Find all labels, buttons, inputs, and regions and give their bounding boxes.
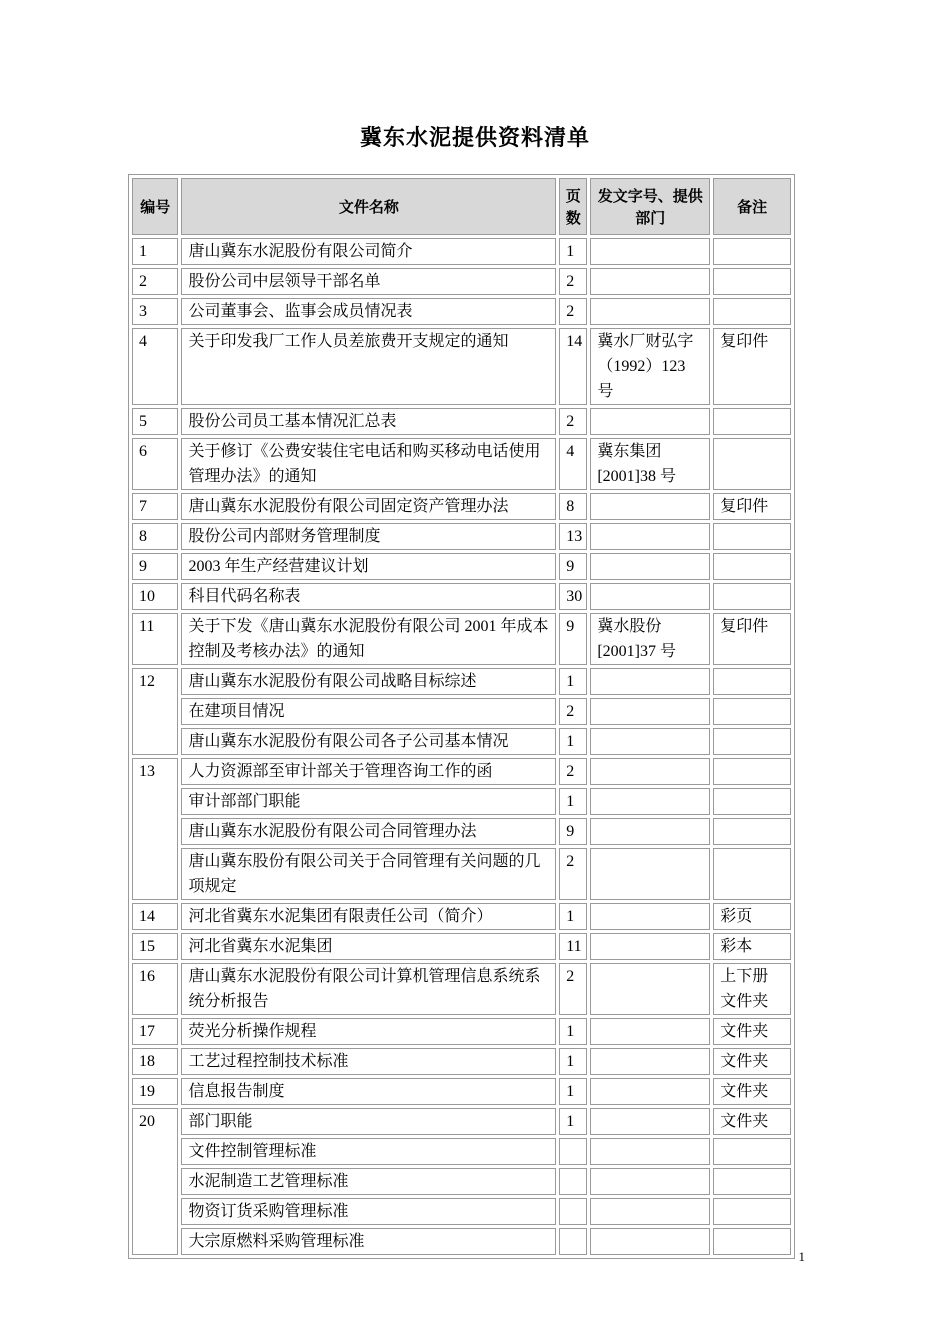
cell-note: [713, 438, 791, 490]
cell-ref: [590, 1138, 710, 1165]
table-body: [132, 238, 791, 1255]
header-ref: 发文字号、提供部门: [590, 178, 710, 235]
cell-name: 唐山冀东水泥股份有限公司计算机管理信息系统系统分析报告: [181, 963, 556, 1015]
cell-num: 12: [132, 668, 178, 755]
cell-name: 水泥制造工艺管理标准: [181, 1168, 556, 1195]
cell-note: 复印件: [713, 613, 791, 665]
cell-num: 5: [132, 408, 178, 435]
cell-name: 文件控制管理标准: [181, 1138, 556, 1165]
cell-pages: [559, 1138, 587, 1165]
cell-pages: 4: [559, 438, 587, 490]
table-row: [132, 903, 791, 930]
table-row: [132, 1138, 791, 1165]
cell-pages: 14: [559, 328, 587, 405]
cell-ref: [590, 1018, 710, 1045]
cell-ref: [590, 493, 710, 520]
table-row: [132, 523, 791, 550]
cell-name: 信息报告制度: [181, 1078, 556, 1105]
cell-pages: 11: [559, 933, 587, 960]
table-row: [132, 1018, 791, 1045]
cell-ref: [590, 408, 710, 435]
cell-name: 在建项目情况: [181, 698, 556, 725]
cell-ref: [590, 818, 710, 845]
table-row: [132, 933, 791, 960]
cell-ref: [590, 1048, 710, 1075]
cell-pages: 1: [559, 1078, 587, 1105]
cell-num: 6: [132, 438, 178, 490]
cell-pages: 1: [559, 668, 587, 695]
page-title: 冀东水泥提供资料清单: [359, 126, 590, 151]
cell-note: 复印件: [713, 328, 791, 405]
cell-num: 17: [132, 1018, 178, 1045]
table-row: [132, 668, 791, 695]
cell-pages: 30: [559, 583, 587, 610]
cell-name: 股份公司内部财务管理制度: [181, 523, 556, 550]
cell-note: [713, 583, 791, 610]
cell-pages: 1: [559, 1108, 587, 1135]
table-row: [132, 583, 791, 610]
cell-name: 唐山冀东水泥股份有限公司合同管理办法: [181, 818, 556, 845]
table-row: [132, 298, 791, 325]
cell-name: 大宗原燃料采购管理标准: [181, 1228, 556, 1255]
cell-num: 10: [132, 583, 178, 610]
cell-num: 3: [132, 298, 178, 325]
cell-name: 股份公司中层领导干部名单: [181, 268, 556, 295]
cell-note: [713, 268, 791, 295]
page-number: 1: [798, 1249, 805, 1264]
cell-pages: 8: [559, 493, 587, 520]
cell-note: [713, 668, 791, 695]
cell-note: [713, 698, 791, 725]
cell-ref: [590, 238, 710, 265]
cell-note: [713, 1198, 791, 1225]
cell-pages: 1: [559, 788, 587, 815]
cell-name: 关于印发我厂工作人员差旅费开支规定的通知: [181, 328, 556, 405]
cell-note: 文件夹: [713, 1018, 791, 1045]
table-row: [132, 493, 791, 520]
cell-note: [713, 408, 791, 435]
cell-ref: [590, 583, 710, 610]
table-row: [132, 1078, 791, 1105]
cell-name: 河北省冀东水泥集团有限责任公司（简介）: [181, 903, 556, 930]
cell-num: 8: [132, 523, 178, 550]
cell-note: [713, 1138, 791, 1165]
table-row: [132, 963, 791, 1015]
cell-ref: [590, 933, 710, 960]
cell-num: 2: [132, 268, 178, 295]
cell-name: 唐山冀东水泥股份有限公司战略目标综述: [181, 668, 556, 695]
cell-ref: [590, 788, 710, 815]
cell-note: [713, 523, 791, 550]
cell-note: 上下册文件夹: [713, 963, 791, 1015]
table-row: [132, 238, 791, 265]
cell-ref: 冀东集团[2001]38 号: [590, 438, 710, 490]
cell-ref: [590, 1168, 710, 1195]
cell-note: [713, 1168, 791, 1195]
table-row: [132, 268, 791, 295]
cell-note: 文件夹: [713, 1108, 791, 1135]
cell-note: [713, 728, 791, 755]
cell-pages: 9: [559, 553, 587, 580]
cell-name: 唐山冀东水泥股份有限公司固定资产管理办法: [181, 493, 556, 520]
cell-name: 人力资源部至审计部关于管理咨询工作的函: [181, 758, 556, 785]
cell-note: [713, 848, 791, 900]
table-row: [132, 613, 791, 665]
cell-ref: [590, 268, 710, 295]
cell-name: 工艺过程控制技术标准: [181, 1048, 556, 1075]
cell-ref: 冀水股份[2001]37 号: [590, 613, 710, 665]
cell-ref: [590, 903, 710, 930]
cell-name: 审计部部门职能: [181, 788, 556, 815]
cell-note: 彩页: [713, 903, 791, 930]
cell-note: [713, 298, 791, 325]
table-row: [132, 438, 791, 490]
cell-ref: [590, 1108, 710, 1135]
cell-name: 科目代码名称表: [181, 583, 556, 610]
cell-pages: 1: [559, 238, 587, 265]
cell-note: [713, 788, 791, 815]
cell-pages: 1: [559, 903, 587, 930]
header-pages: 页数: [559, 178, 587, 235]
table-row: [132, 848, 791, 900]
cell-pages: 1: [559, 1018, 587, 1045]
cell-note: 文件夹: [713, 1078, 791, 1105]
table-row: [132, 758, 791, 785]
cell-name: 公司董事会、监事会成员情况表: [181, 298, 556, 325]
cell-ref: [590, 523, 710, 550]
cell-num: 13: [132, 758, 178, 900]
cell-ref: [590, 298, 710, 325]
cell-num: 4: [132, 328, 178, 405]
cell-note: [713, 818, 791, 845]
cell-ref: [590, 848, 710, 900]
document-list-table: [128, 174, 795, 1259]
cell-num: 20: [132, 1108, 178, 1255]
cell-note: 彩本: [713, 933, 791, 960]
cell-pages: 2: [559, 848, 587, 900]
table-row: [132, 788, 791, 815]
cell-name: 关于下发《唐山冀东水泥股份有限公司 2001 年成本控制及考核办法》的通知: [181, 613, 556, 665]
cell-num: 1: [132, 238, 178, 265]
cell-num: 9: [132, 553, 178, 580]
cell-pages: 9: [559, 818, 587, 845]
cell-pages: [559, 1228, 587, 1255]
header-num: 编号: [132, 178, 178, 235]
table-row: [132, 1048, 791, 1075]
cell-note: [713, 553, 791, 580]
table-header-row: [132, 178, 791, 235]
table-row: [132, 818, 791, 845]
cell-name: 2003 年生产经营建议计划: [181, 553, 556, 580]
table-row: [132, 328, 791, 405]
cell-name: 部门职能: [181, 1108, 556, 1135]
header-name: 文件名称: [181, 178, 556, 235]
cell-pages: 2: [559, 963, 587, 1015]
cell-note: [713, 1228, 791, 1255]
cell-name: 荧光分析操作规程: [181, 1018, 556, 1045]
cell-ref: [590, 698, 710, 725]
cell-note: [713, 758, 791, 785]
cell-ref: [590, 1078, 710, 1105]
cell-ref: [590, 728, 710, 755]
cell-name: 河北省冀东水泥集团: [181, 933, 556, 960]
cell-ref: [590, 758, 710, 785]
cell-num: 16: [132, 963, 178, 1015]
cell-pages: 2: [559, 298, 587, 325]
cell-pages: [559, 1198, 587, 1225]
cell-ref: [590, 553, 710, 580]
table-row: [132, 1228, 791, 1255]
cell-pages: 9: [559, 613, 587, 665]
cell-name: 唐山冀东水泥股份有限公司各子公司基本情况: [181, 728, 556, 755]
cell-note: 文件夹: [713, 1048, 791, 1075]
cell-ref: [590, 668, 710, 695]
table-row: [132, 1108, 791, 1135]
cell-pages: 1: [559, 1048, 587, 1075]
cell-num: 11: [132, 613, 178, 665]
cell-name: 关于修订《公费安装住宅电话和购买移动电话使用管理办法》的通知: [181, 438, 556, 490]
cell-ref: [590, 1198, 710, 1225]
cell-num: 19: [132, 1078, 178, 1105]
cell-pages: 2: [559, 408, 587, 435]
cell-pages: 2: [559, 758, 587, 785]
cell-pages: 13: [559, 523, 587, 550]
cell-num: 14: [132, 903, 178, 930]
cell-ref: [590, 963, 710, 1015]
table-row: [132, 698, 791, 725]
cell-note: 复印件: [713, 493, 791, 520]
cell-ref: 冀水厂财弘字（1992）123 号: [590, 328, 710, 405]
cell-name: 唐山冀东水泥股份有限公司简介: [181, 238, 556, 265]
table-row: [132, 1168, 791, 1195]
cell-pages: [559, 1168, 587, 1195]
cell-pages: 2: [559, 698, 587, 725]
table-row: [132, 728, 791, 755]
cell-ref: [590, 1228, 710, 1255]
cell-num: 7: [132, 493, 178, 520]
table-row: [132, 1198, 791, 1225]
cell-note: [713, 238, 791, 265]
header-note: 备注: [713, 178, 791, 235]
cell-pages: 2: [559, 268, 587, 295]
cell-name: 股份公司员工基本情况汇总表: [181, 408, 556, 435]
cell-name: 物资订货采购管理标准: [181, 1198, 556, 1225]
cell-name: 唐山冀东股份有限公司关于合同管理有关问题的几项规定: [181, 848, 556, 900]
cell-num: 18: [132, 1048, 178, 1075]
cell-num: 15: [132, 933, 178, 960]
table-row: [132, 408, 791, 435]
cell-pages: 1: [559, 728, 587, 755]
table-row: [132, 553, 791, 580]
